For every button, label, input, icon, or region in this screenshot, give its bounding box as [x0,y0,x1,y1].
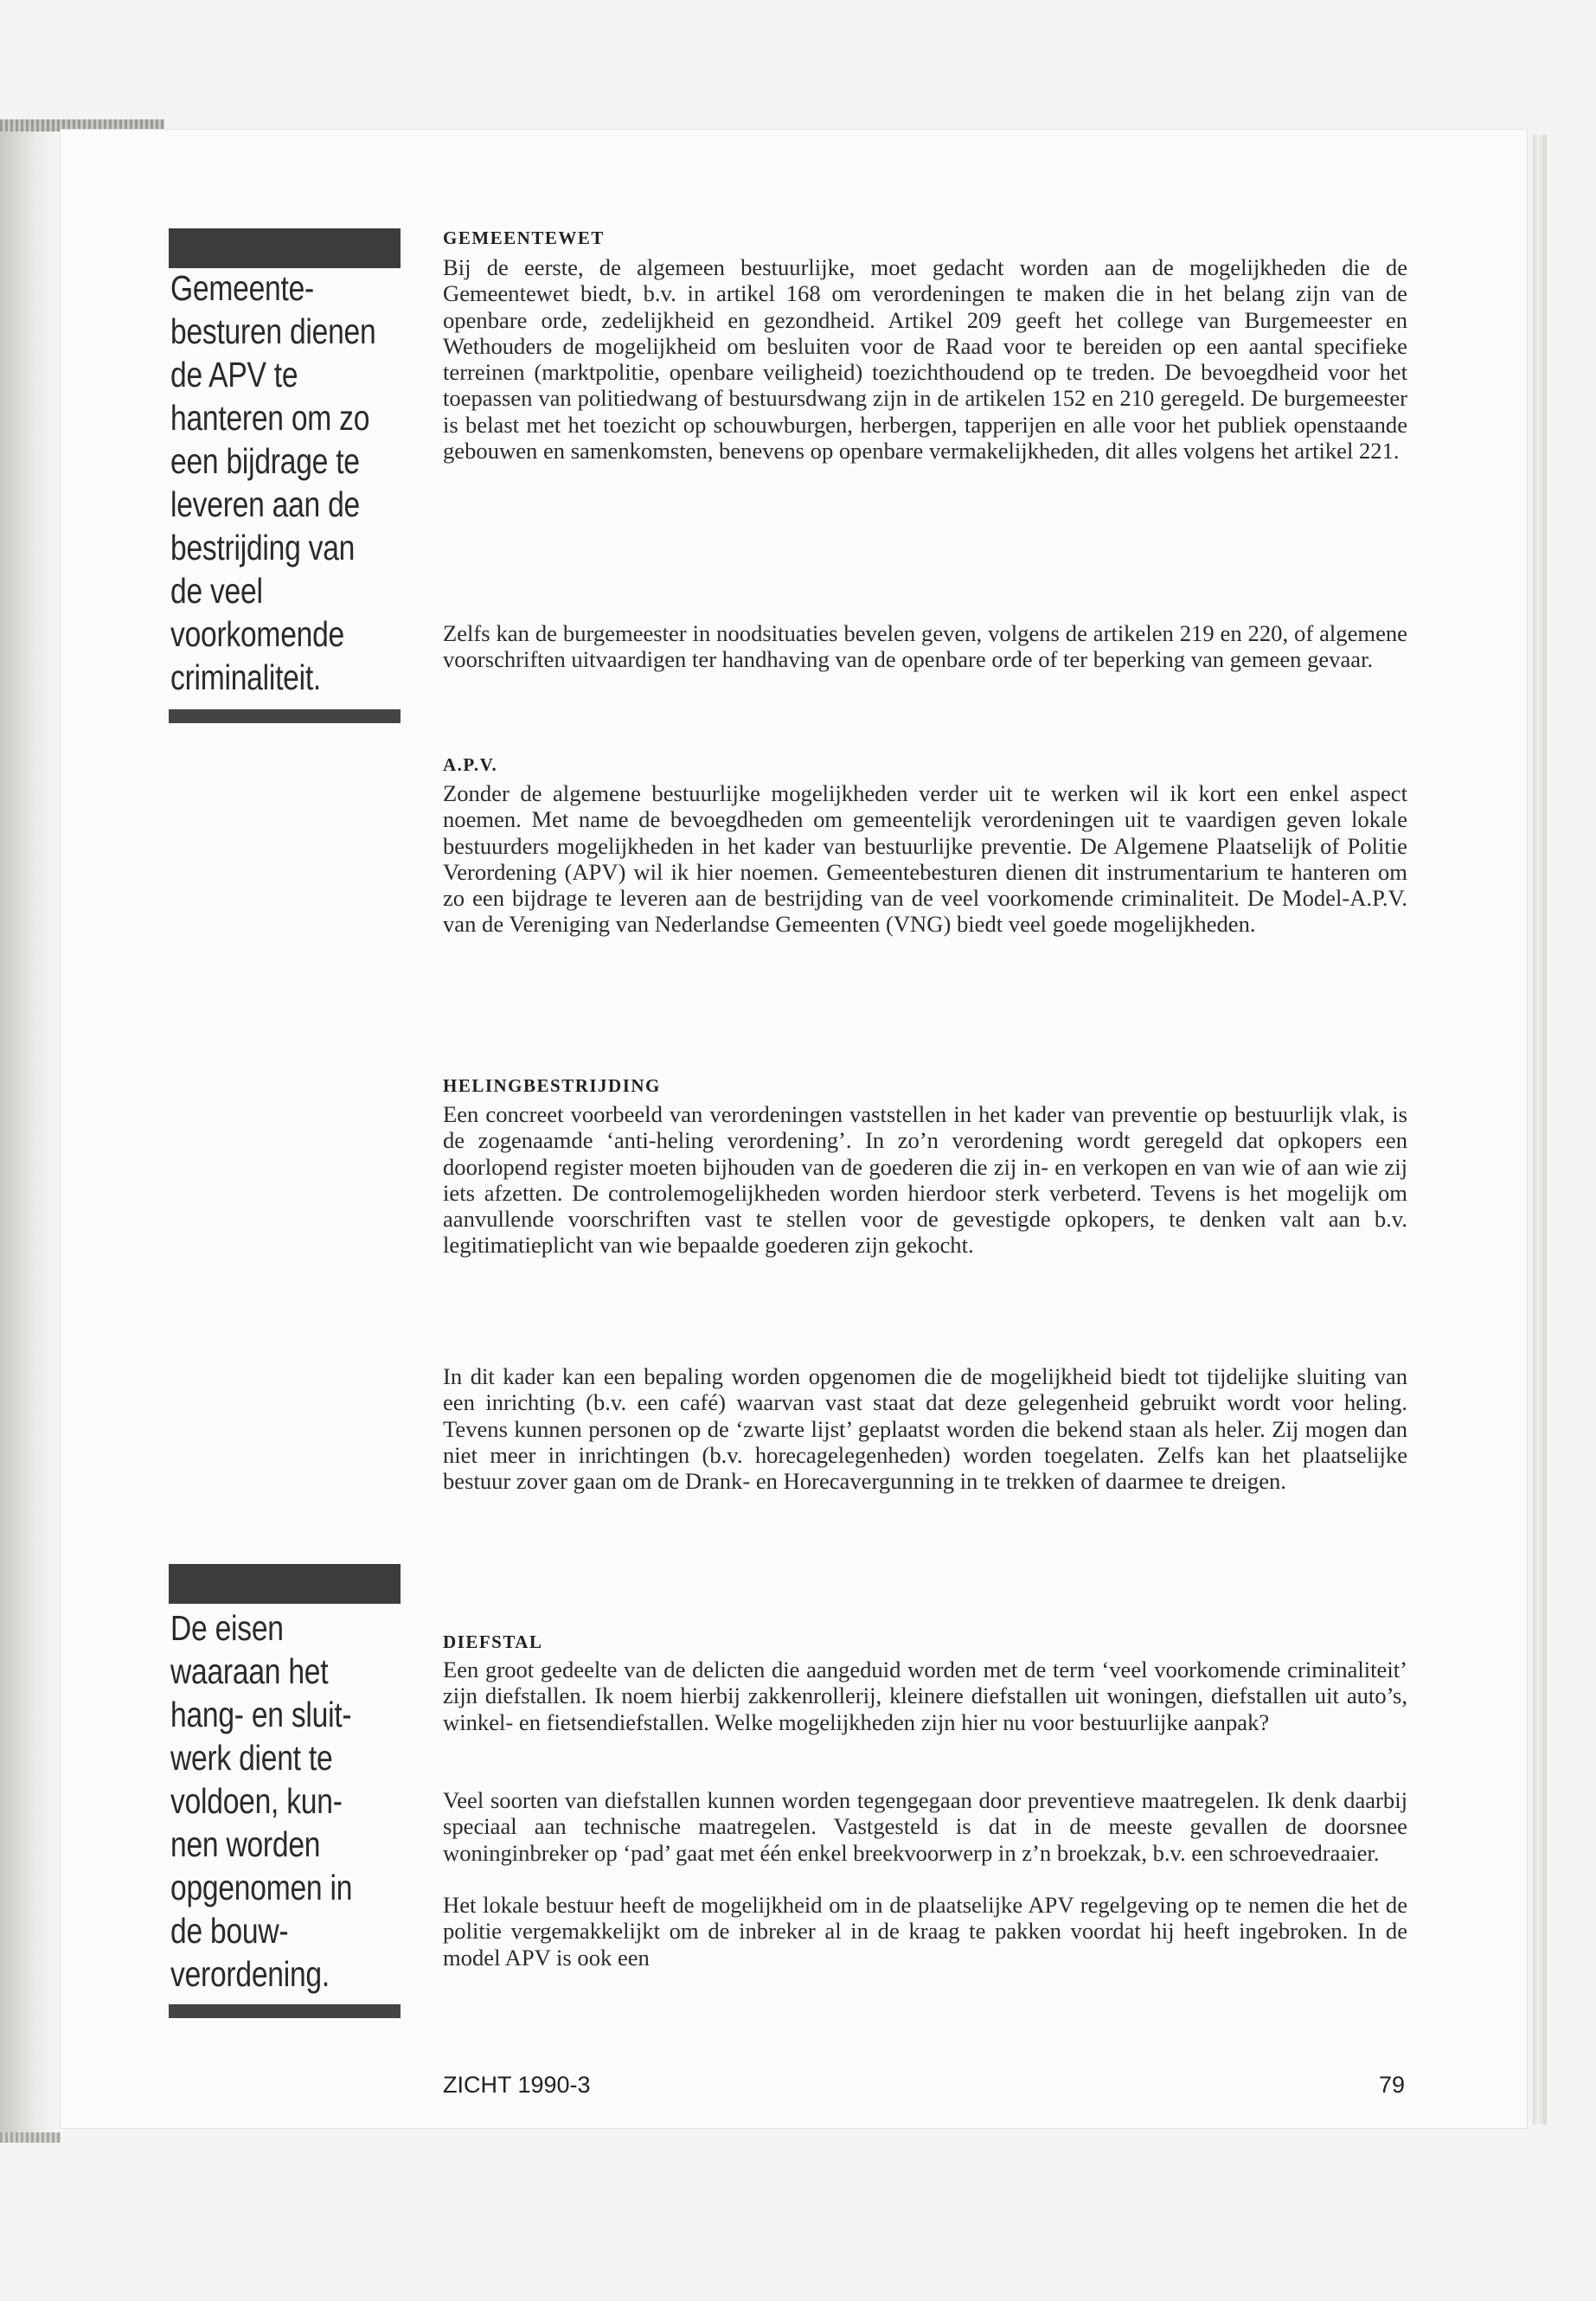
pull-quote [170,1606,392,1996]
book-spine [0,121,62,2137]
pull-quote-line: waaraan het [170,1651,329,1691]
quote-bottom-rule [169,2004,401,2018]
pull-quote-line: opgenomen in [170,1868,353,1907]
pull-quote-line: voorkomende [170,614,345,654]
page-number: 79 [1379,2072,1406,2098]
body-paragraph: Zonder de algemene bestuurlijke mogelijkheden verder uit te werken wil ik kort een enkel aspect noemen. Met name de bevoegdheden om gemeentelijk verordeningen uit te vaardigen geven lokale bestuurders mogelijkheden in het kader van bestuurlijke preventie. De Algemene Plaatselijk of Politie Verordening (APV) wil ik hier noemen. Gemeentebesturen dienen dit instrumentarium te hanteren om zo een bijdrage te leveren aan de bestrijding van de veel voorkomende criminaliteit. De Model-A.P.V. van de Vereniging van Nederlandse Gemeenten (VNG) biedt veel goede mogelijkheden. [443,780,1407,938]
body-paragraph: Het lokale bestuur heeft de mogelijkheid om in de plaatselijke APV regelgeving op te nemen die het de politie vergemakkelijkt om de inbreker al in de kraag te pakken voordat hij heeft ingebroken. In de model APV is ook een [443,1892,1407,1971]
pull-quote-line: bestrijding van [170,528,356,567]
pull-quote-line: besturen dienen [170,311,376,351]
pull-quote-line: criminaliteit. [170,657,322,697]
pull-quote-line: De eisen [170,1608,284,1648]
section-heading: HELINGBESTRIJDING [443,1075,661,1096]
pull-quote-line: Gemeente- [170,268,314,308]
quote-top-bar [169,1564,401,1604]
body-paragraph: Veel soorten van diefstallen kunnen worden tegengegaan door preventieve maatregelen. Ik denk daarbij speciaal aan technische maatregelen. Vastgesteld is dat in de meeste gevallen de doorsnee woninginbreker op ‘pad’ gaat met één enkel breekvoorwerp in z’n broekzak, b.v. een schroevedraaier. [443,1787,1407,1866]
body-paragraph: Een concreet voorbeeld van verordeningen vaststellen in het kader van preventie op bestuurlijk vlak, is de zogenaamde ‘anti-heling verordening’. In zo’n verordening wordt geregeld dat opkopers een doorlopend register moeten bijhouden van de goederen die zij in- en verkopen en van wie of aan wie zij iets afzetten. De controlemogelijkheden worden hierdoor sterk verbeterd. Tevens is het mogelijk om aanvullende voorschriften vast te stellen voor de gevestigde opkopers, te denken valt aan b.v. legitimatieplicht van wie bepaalde goederen zijn gekocht. [443,1101,1407,1259]
binding-strip-bottom [0,2132,61,2143]
section-heading: A.P.V. [443,754,498,775]
quote-bottom-rule [169,709,401,723]
body-paragraph: Zelfs kan de burgemeester in noodsituaties bevelen geven, volgens de artikelen 219 en 220, of algemene voorschriften uitvaardigen ter handhaving van de openbare orde of ter beperking van gemeen gevaar. [443,620,1407,673]
body-paragraph: In dit kader kan een bepaling worden opgenomen die de mogelijkheid biedt tot tijdelijke sluiting van een inrichting (b.v. een café) waarvan vast staat dat deze gelegenheid gebruikt wordt voor heling. Tevens kunnen personen op de ‘zwarte lijst’ geplaatst worden die bekend staan als heler. Zij mogen dan niet meer in inrichtingen (b.v. horecagelegenheden) worden toegelaten. Zelfs kan het plaatselijke bestuur zover gaan om de Drank- en Horecavergunning in te trekken of daarmee te dreigen. [443,1363,1407,1495]
pull-quote-line: een bijdrage te [170,441,360,481]
body-paragraph: Een groot gedeelte van de delicten die aangeduid worden met de term ‘veel voorkomende criminaliteit’ zijn diefstallen. Ik noem hierbij zakkenrollerij, kleinere diefstallen uit woningen, diefstallen uit auto’s, winkel- en fietsendiefstallen. Welke mogelijkheden zijn hier nu voor bestuurlijke aanpak? [443,1657,1407,1735]
pull-quote-line: werk dient te [170,1738,333,1778]
pull-quote-line: hang- en sluit- [170,1695,352,1734]
section-heading: DIEFSTAL [443,1631,543,1652]
pull-quote-line: leveren aan de [170,484,361,524]
body-paragraph: Bij de eerste, de algemeen bestuurlijke, moet gedacht worden aan de mogelijkheden die de Gemeentewet biedt, b.v. in artikel 168 om verordeningen te maken die in het belang zijn van de openbare orde, zedelijkheid en gezondheid. Artikel 209 geeft het college van Burgemeester en Wethouders de mogelijkheid om besluiten voor de Raad voor te bereiden op een aantal specifieke terreinen (marktpolitie, openbare veiligheid) toezichthoudend op te treden. De bevoegdheid voor het toepassen van politiedwang of bestuursdwang zijn in de artikelen 152 en 210 geregeld. De burgemeester is belast met het toezicht op schouwburgen, herbergen, tapperijen en alle voor het publiek openstaande gebouwen en samenkomsten, benevens op openbare vermakelijkheden, dit alles volgens het artikel 221. [443,254,1407,465]
pull-quote-line: hanteren om zo [170,398,370,438]
quote-top-bar [169,228,401,268]
pull-quote-line: de veel [170,571,263,611]
journal-issue: ZICHT 1990-3 [443,2072,591,2098]
pull-quote-line: voldoen, kun- [170,1781,343,1821]
page-edge [1533,135,1547,2125]
pull-quote-line: nen worden [170,1824,321,1864]
pull-quote [170,266,421,699]
pull-quote-line: de bouw- [170,1911,289,1951]
section-heading: GEMEENTEWET [443,228,605,248]
pull-quote-line: verordening. [170,1954,330,1994]
pull-quote-line: de APV te [170,355,298,394]
